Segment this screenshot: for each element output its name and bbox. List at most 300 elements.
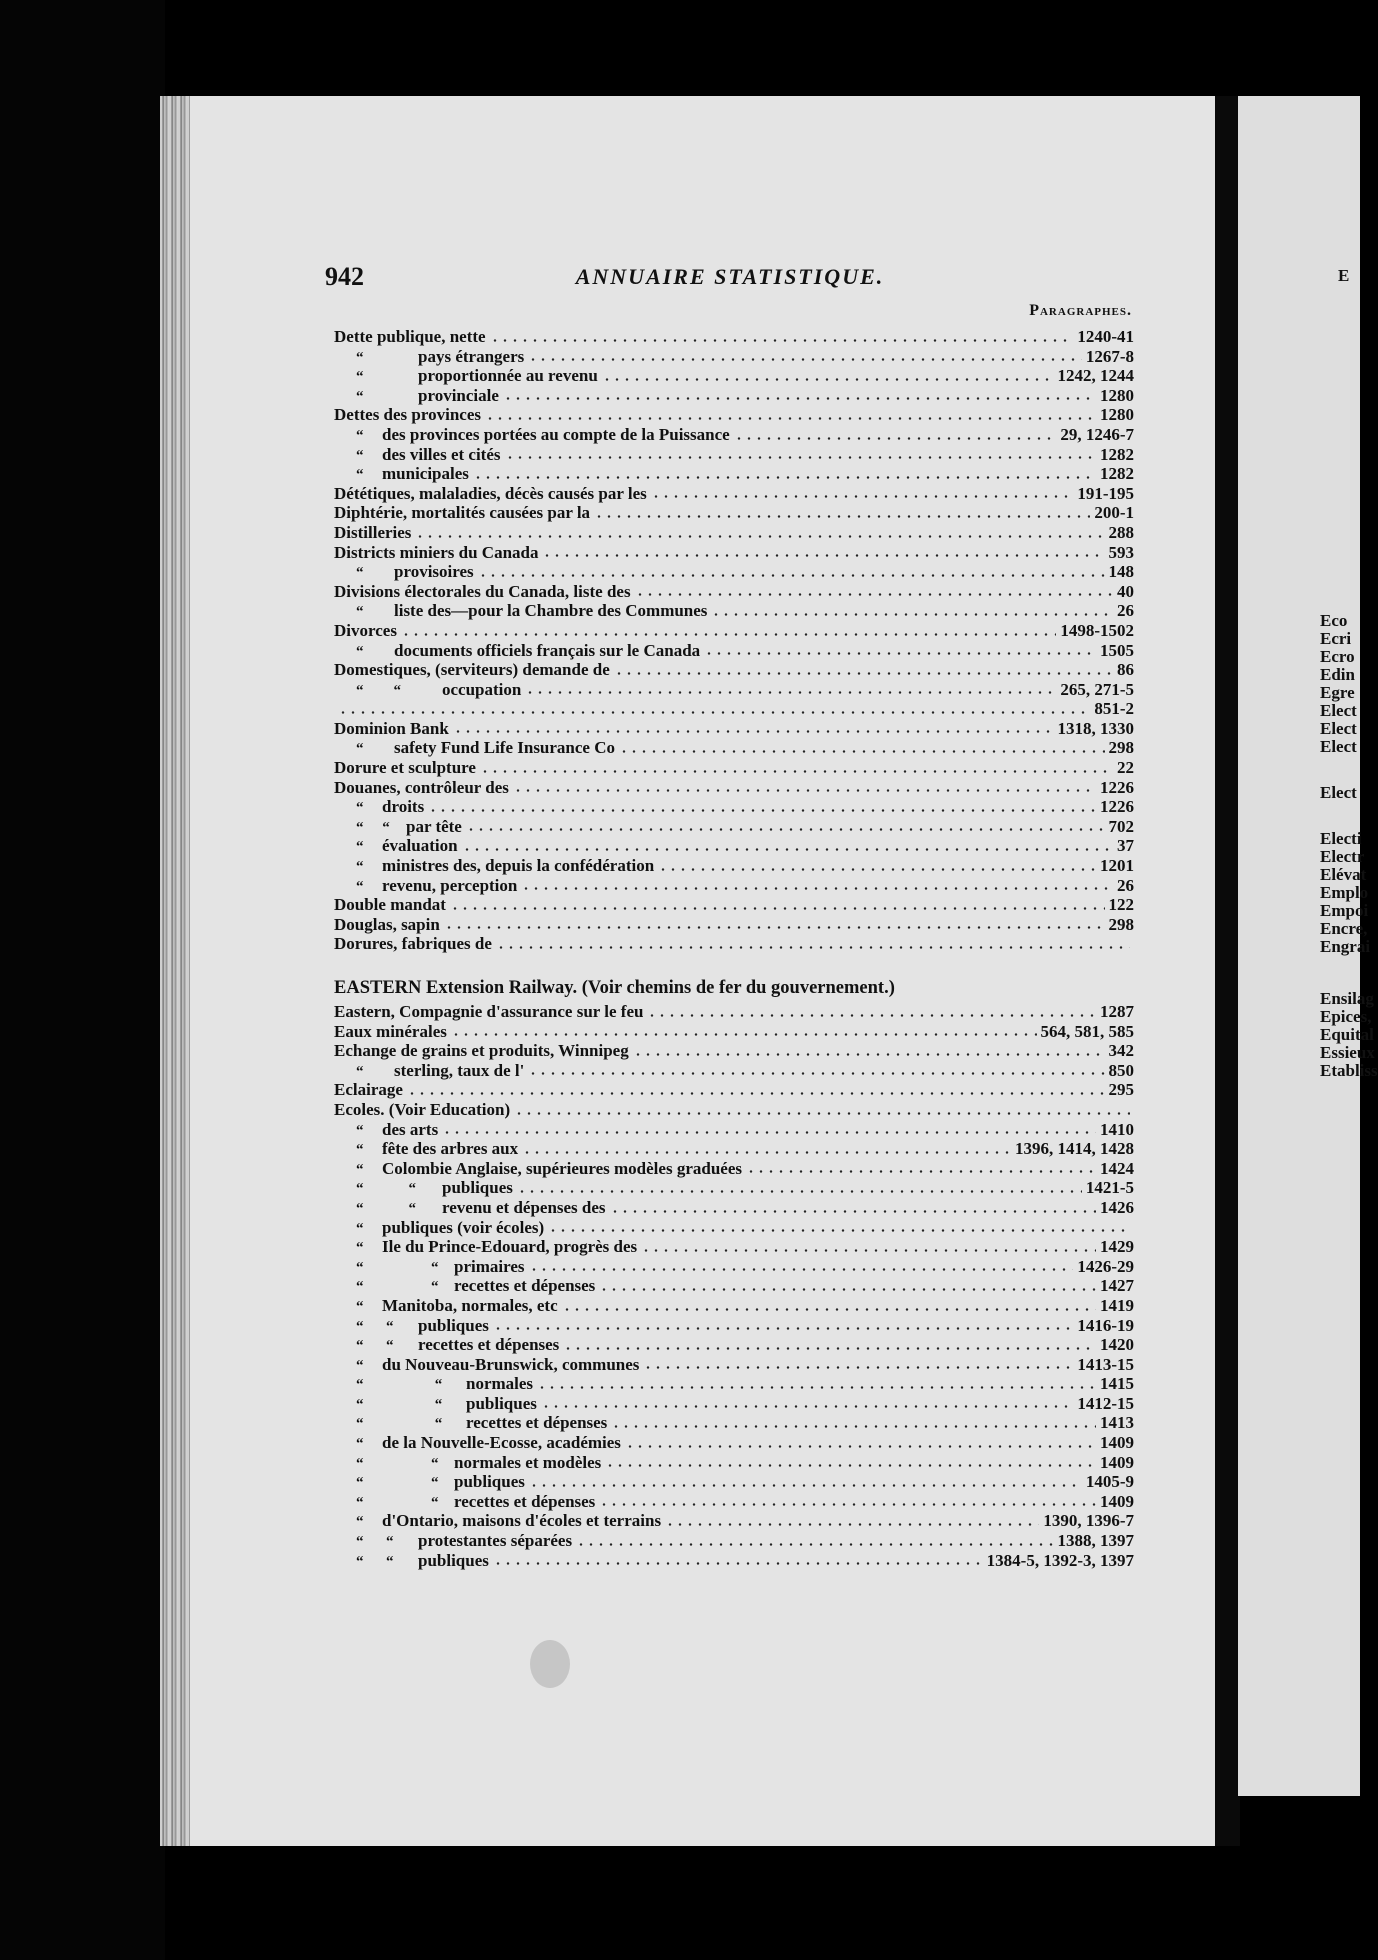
entry-label: Dététiques, malaladies, décès causés par les: [334, 483, 647, 503]
dot-leader: [528, 1072, 1104, 1075]
dot-leader: [505, 456, 1097, 459]
index-entry: [334, 386, 1134, 406]
paragraph-reference: 1226: [1100, 777, 1134, 797]
dot-leader: [522, 1151, 1011, 1154]
index-entry: [334, 366, 1134, 386]
facing-page-fragment: [1238, 96, 1378, 1796]
entry-label: droits: [382, 797, 425, 817]
ditto-mark: “: [356, 1298, 364, 1315]
entry-label: liste des—pour la Chambre des Communes: [394, 601, 708, 621]
paragraph-reference: 1201: [1100, 856, 1134, 876]
dot-leader: [529, 1484, 1082, 1487]
dot-leader: [450, 907, 1105, 910]
dot-leader: [401, 633, 1056, 636]
ditto-mark: “: [356, 839, 364, 856]
entry-label: publiques: [442, 1178, 513, 1198]
index-entry: [334, 1413, 1134, 1433]
facing-page-text: Ensilag: [1320, 989, 1374, 1008]
entry-label: Eclairage: [334, 1080, 403, 1100]
dot-leader: [407, 1092, 1105, 1095]
ditto-mark: “: [356, 447, 364, 464]
index-entry: [334, 621, 1134, 641]
facing-page-text: Ecro: [1320, 647, 1355, 666]
index-entry: [334, 934, 1134, 954]
index-entry: [334, 1061, 1134, 1081]
entry-label: protestantes séparées: [418, 1531, 573, 1551]
ditto-mark: “: [356, 643, 364, 660]
ditto-mark: “ “: [356, 1494, 439, 1511]
index-entry: [334, 1257, 1134, 1277]
ditto-mark: “: [356, 859, 364, 876]
dot-leader: [442, 1131, 1096, 1134]
dot-leader: [528, 358, 1082, 361]
paragraph-reference: 22: [1117, 758, 1134, 778]
dot-leader: [734, 437, 1057, 440]
index-entry: [334, 1041, 1134, 1061]
dot-leader: [490, 339, 1074, 342]
dot-leader: [665, 1523, 1039, 1526]
dot-leader: [643, 1366, 1073, 1369]
index-entry: [334, 876, 1134, 896]
paragraph-reference: 1240-41: [1077, 327, 1134, 346]
left-margin-shadow: [0, 0, 165, 1960]
index-entry: [334, 641, 1134, 661]
dot-leader: [503, 397, 1096, 400]
entry-label: Dominion Bank: [334, 718, 449, 738]
paragraph-reference: 298: [1108, 914, 1134, 934]
paragraph-reference: 851-2: [1094, 699, 1134, 719]
paragraph-reference: 593: [1108, 542, 1134, 562]
paragraph-reference: 86: [1117, 660, 1134, 680]
dot-leader: [625, 1445, 1096, 1448]
index-entry: [334, 1355, 1134, 1375]
index-entry: [334, 895, 1134, 915]
index-entry: [334, 1276, 1134, 1296]
section-gap: [334, 954, 1134, 962]
index-entry: [334, 347, 1134, 367]
dot-leader: [704, 652, 1096, 655]
dot-leader: [651, 495, 1074, 498]
ditto-mark: “ “: [356, 1553, 394, 1570]
dot-leader: [647, 1014, 1096, 1017]
paragraph-reference: 1409: [1100, 1491, 1134, 1511]
facing-page-text: Electr: [1320, 847, 1365, 866]
paragraph-reference: 1226: [1100, 797, 1134, 817]
entry-label: documents officiels français sur le Canada: [394, 640, 701, 660]
ditto-mark: “: [356, 1240, 364, 1257]
index-entry: [334, 1002, 1134, 1022]
entry-label: Douanes, contrôleur des: [334, 777, 509, 797]
paragraph-reference: 1413: [1100, 1413, 1134, 1433]
entry-label: Eaux minérales: [334, 1021, 447, 1041]
index-entry: [334, 582, 1134, 602]
index-entry: [334, 797, 1134, 817]
index-entry: [334, 1178, 1134, 1198]
index-entry: [334, 1472, 1134, 1492]
facing-page-text: Eco: [1320, 611, 1348, 630]
book-gutter: [1215, 96, 1240, 1846]
paragraph-reference: 1287: [1100, 1002, 1134, 1021]
dot-leader: [462, 848, 1113, 851]
paragraph-reference: 1384-5, 1392-3, 1397: [986, 1550, 1134, 1570]
index-entry: [334, 523, 1134, 543]
paragraph-reference: 26: [1117, 601, 1134, 621]
dot-leader: [415, 535, 1104, 538]
paragraph-reference: 1396, 1414, 1428: [1015, 1139, 1134, 1159]
entry-label: revenu, perception: [382, 875, 518, 895]
entry-label: des arts: [382, 1119, 439, 1139]
index-entry: [334, 738, 1134, 758]
dot-leader: [641, 1249, 1096, 1252]
paragraph-reference: 702: [1108, 816, 1134, 836]
paragraph-reference: 1416-19: [1077, 1315, 1134, 1335]
entry-label: de la Nouvelle-Ecosse, académies: [382, 1433, 621, 1453]
dot-leader: [605, 1464, 1096, 1467]
ditto-mark: “: [356, 800, 364, 817]
entry-label: Douglas, sapin: [334, 914, 440, 934]
paragraph-reference: 288: [1108, 522, 1134, 542]
facing-page-text: Egre: [1320, 683, 1355, 702]
entry-label: sterling, taux de l': [394, 1060, 525, 1080]
entry-label: du Nouveau-Brunswick, communes: [382, 1354, 640, 1374]
index-entry: [334, 1316, 1134, 1336]
entry-label: Double mandat: [334, 895, 446, 915]
paragraph-reference: 1282: [1100, 464, 1134, 484]
facing-page-text: Etabliss: [1320, 1061, 1378, 1080]
paragraph-reference: 1415: [1100, 1374, 1134, 1394]
paragraph-reference: 37: [1117, 836, 1134, 856]
dot-leader: [542, 554, 1104, 557]
dot-leader: [602, 378, 1054, 381]
index-entry: [334, 1296, 1134, 1316]
index-entry: [334, 1374, 1134, 1394]
index-entry: [334, 1453, 1134, 1473]
dot-leader: [594, 515, 1090, 518]
dot-leader: [338, 711, 1090, 714]
facing-page-text: E: [1338, 266, 1350, 285]
facing-page-text: Empoi: [1320, 901, 1369, 920]
dot-leader: [478, 574, 1105, 577]
entry-label: Distilleries: [334, 522, 412, 542]
index-entry: [334, 503, 1134, 523]
paragraph-reference: 1413-15: [1077, 1354, 1134, 1374]
entry-label: occupation: [442, 679, 522, 699]
dot-leader: [562, 1308, 1096, 1311]
entry-label: Dette publique, nette: [334, 327, 486, 346]
index-entry: [334, 1120, 1134, 1140]
paragraph-reference: 1242, 1244: [1057, 366, 1134, 386]
index-entry: [334, 974, 1134, 1002]
entry-label: publiques: [418, 1315, 489, 1335]
ditto-mark: “: [356, 1161, 364, 1178]
facing-page-text: Edin: [1320, 665, 1355, 684]
index-entry: [334, 1433, 1134, 1453]
dot-leader: [428, 809, 1096, 812]
entry-label: publiques (voir écoles): [382, 1217, 545, 1237]
paragraph-reference: 1409: [1100, 1452, 1134, 1472]
dot-leader: [525, 691, 1056, 694]
paragraph-reference: 342: [1108, 1041, 1134, 1061]
dot-leader: [521, 887, 1113, 890]
entry-label: fête des arbres aux: [382, 1139, 519, 1159]
entry-label: Diphtérie, mortalités causées par la: [334, 503, 591, 523]
dot-leader: [513, 789, 1096, 792]
ditto-mark: “: [356, 388, 364, 405]
dot-leader: [466, 828, 1105, 831]
index-entry: [334, 562, 1134, 582]
facing-page-text: Epices,: [1320, 1007, 1372, 1026]
facing-page-text: Engrai: [1320, 937, 1371, 956]
entry-label: ministres des, depuis la confédération: [382, 856, 655, 876]
entry-label: des villes et cités: [382, 444, 501, 464]
index-entry: [334, 836, 1134, 856]
paragraph-reference: 191-195: [1077, 483, 1134, 503]
index-entry: [334, 1237, 1134, 1257]
paragraph-reference: 1280: [1100, 405, 1134, 425]
index-entry: [334, 1198, 1134, 1218]
paragraph-reference: 40: [1117, 581, 1134, 601]
index-entry: [334, 425, 1134, 445]
index-entries: [334, 327, 1134, 1570]
paragraph-reference: 1424: [1100, 1158, 1134, 1178]
paragraph-reference: 295: [1108, 1080, 1134, 1100]
index-entry: [334, 1394, 1134, 1414]
entry-label: Divisions électorales du Canada, liste des: [334, 581, 631, 601]
dot-leader: [453, 730, 1054, 733]
entry-label: Manitoba, normales, etc: [382, 1295, 558, 1315]
facing-page-text: Elect: [1320, 719, 1357, 738]
dot-leader: [658, 868, 1096, 871]
paragraph-reference: 29, 1246-7: [1060, 424, 1134, 444]
index-entry: [334, 1139, 1134, 1159]
index-entry: [334, 778, 1134, 798]
ditto-mark: “: [356, 741, 364, 758]
index-entry: [334, 1492, 1134, 1512]
ditto-mark: “ “: [356, 1318, 394, 1335]
ditto-mark: “: [356, 1220, 364, 1237]
entry-label: Ecoles. (Voir Education): [334, 1099, 511, 1119]
dot-leader: [473, 476, 1096, 479]
entry-label: municipales: [382, 464, 469, 484]
ditto-mark: “ “: [356, 1416, 443, 1433]
paragraph-reference: 1429: [1100, 1237, 1134, 1257]
ditto-mark: “: [356, 349, 364, 366]
index-entry: [334, 1511, 1134, 1531]
dot-leader: [529, 1268, 1074, 1271]
entry-label: publiques: [418, 1550, 489, 1570]
ditto-mark: “: [356, 1514, 364, 1531]
facing-page-text: Ecri: [1320, 629, 1352, 648]
ditto-mark: “: [356, 1357, 364, 1374]
facing-page-text: Elect: [1320, 783, 1357, 802]
entry-label: proportionnée au revenu: [418, 366, 598, 386]
entry-label: Dorures, fabriques de: [334, 934, 492, 954]
dot-leader: [541, 1405, 1073, 1408]
entry-label: EASTERN Extension Railway. (Voir chemins de fer du gouvernement.): [334, 978, 895, 998]
entry-label: normales et modèles: [454, 1452, 602, 1472]
dot-leader: [480, 770, 1113, 773]
ditto-mark: “ “: [356, 1181, 416, 1198]
ditto-mark: “: [356, 427, 364, 444]
dot-leader: [493, 1327, 1073, 1330]
paragraph-reference: 26: [1117, 875, 1134, 895]
entry-label: revenu et dépenses des: [442, 1197, 606, 1217]
dot-leader: [517, 1190, 1082, 1193]
facing-page-text: Elect: [1320, 737, 1357, 756]
paragraph-reference: 148: [1108, 562, 1134, 582]
index-entry: [334, 758, 1134, 778]
paragraph-reference: 1412-15: [1077, 1393, 1134, 1413]
ditto-mark: “: [356, 1436, 364, 1453]
entry-label: Echange de grains et produits, Winnipeg: [334, 1041, 629, 1061]
paragraph-reference: 1390, 1396-7: [1043, 1511, 1134, 1531]
ditto-mark: “ “: [356, 1455, 439, 1472]
entry-label: Ile du Prince-Edouard, progrès des: [382, 1237, 638, 1257]
ditto-mark: “ “: [356, 1475, 439, 1492]
index-entry: [334, 464, 1134, 484]
dot-leader: [493, 1562, 983, 1565]
dot-leader: [611, 1425, 1096, 1428]
dot-leader: [563, 1347, 1096, 1350]
entry-label: Districts miniers du Canada: [334, 542, 539, 562]
paragraph-reference: 1427: [1100, 1276, 1134, 1296]
ditto-mark: “: [356, 1122, 364, 1139]
ditto-mark: “ “: [356, 1396, 443, 1413]
paragraph-reference: 1280: [1100, 385, 1134, 405]
paragraph-reference: 1410: [1100, 1119, 1134, 1139]
index-entry: [334, 660, 1134, 680]
index-entry: [334, 1159, 1134, 1179]
index-entry: [334, 543, 1134, 563]
entry-label: publiques: [466, 1393, 537, 1413]
ditto-mark: “ “: [356, 682, 401, 699]
entry-label: des provinces portées au compte de la Puissance: [382, 424, 730, 444]
paragraph-reference: 1388, 1397: [1057, 1531, 1134, 1551]
index-entry: [334, 719, 1134, 739]
ditto-mark: “: [356, 467, 364, 484]
entry-label: safety Fund Life Insurance Co: [394, 738, 616, 758]
index-entry: [334, 1551, 1134, 1571]
entry-label: par tête: [406, 816, 462, 836]
ditto-mark: “ “: [356, 819, 390, 836]
paragraph-reference: 1267-8: [1085, 346, 1134, 366]
dot-leader: [444, 926, 1105, 929]
entry-label: Divorces: [334, 620, 397, 640]
ditto-mark: “ “: [356, 1377, 443, 1394]
entry-label: publiques: [454, 1472, 525, 1492]
entry-label: recettes et dépenses: [418, 1335, 560, 1355]
entry-label: pays étrangers: [418, 346, 525, 366]
ditto-mark: “ “: [356, 1259, 439, 1276]
paragraph-reference: 1505: [1100, 640, 1134, 660]
ditto-mark: “: [356, 369, 364, 386]
index-entry: [334, 405, 1134, 425]
entry-label: provisoires: [394, 562, 474, 582]
entry-label: provinciale: [418, 385, 499, 405]
dot-leader: [635, 593, 1113, 596]
entry-label: recettes et dépenses: [466, 1413, 608, 1433]
index-entry: [334, 1218, 1134, 1238]
entry-label: Colombie Anglaise, supérieures modèles graduées: [382, 1158, 742, 1178]
running-title: ANNUAIRE STATISTIQUE.: [575, 264, 885, 289]
entry-label: recettes et dépenses: [454, 1276, 596, 1296]
entry-label: recettes et dépenses: [454, 1491, 596, 1511]
index-entry: [334, 680, 1134, 700]
ditto-mark: “: [356, 878, 364, 895]
dot-leader: [599, 1503, 1096, 1506]
ditto-mark: “ “: [356, 1338, 394, 1355]
dot-leader: [537, 1386, 1096, 1389]
paragraph-reference: 1282: [1100, 444, 1134, 464]
index-entry: [334, 445, 1134, 465]
ditto-mark: “ “: [356, 1534, 394, 1551]
facing-page-text: Equital: [1320, 1025, 1374, 1044]
index-entry: [334, 327, 1134, 347]
ditto-mark: “ “: [356, 1200, 416, 1217]
ditto-mark: “: [356, 604, 364, 621]
index-entry: [334, 601, 1134, 621]
index-entry: [334, 817, 1134, 837]
ditto-mark: “: [356, 1063, 364, 1080]
index-entry: [334, 1080, 1134, 1100]
entry-label: primaires: [454, 1256, 525, 1276]
index-entry: [334, 484, 1134, 504]
dot-leader: [610, 1210, 1096, 1213]
entry-label: Eastern, Compagnie d'assurance sur le feu: [334, 1002, 644, 1021]
dot-leader: [485, 417, 1096, 420]
index-entry: [334, 1100, 1134, 1120]
dot-leader: [576, 1543, 1053, 1546]
entry-label: normales: [466, 1374, 534, 1394]
page-header: [325, 262, 1135, 292]
paragraph-reference: 1426: [1100, 1197, 1134, 1217]
ditto-mark: “: [356, 1142, 364, 1159]
entry-label: évaluation: [382, 836, 458, 856]
paragraph-reference: 1419: [1100, 1295, 1134, 1315]
paragraph-reference: 564, 581, 585: [1040, 1021, 1134, 1041]
index-entry: [334, 1335, 1134, 1355]
paragraph-reference: 1420: [1100, 1335, 1134, 1355]
paragraph-reference: 1318, 1330: [1057, 718, 1134, 738]
facing-page-text: Encre,: [1320, 919, 1368, 938]
paragraph-reference: 850: [1108, 1060, 1134, 1080]
facing-page-text: Elect: [1320, 701, 1357, 720]
dot-leader: [599, 1288, 1096, 1291]
ditto-mark: “: [356, 565, 364, 582]
paragraph-reference: 1405-9: [1085, 1472, 1134, 1492]
paragraph-reference: 1426-29: [1077, 1256, 1134, 1276]
dot-leader: [746, 1170, 1096, 1173]
paragraph-reference: 265, 271-5: [1060, 679, 1134, 699]
index-entry: [334, 1531, 1134, 1551]
dot-leader: [548, 1229, 1130, 1232]
index-entry: [334, 1022, 1134, 1042]
facing-page-text: Elévat: [1320, 865, 1367, 884]
dot-leader: [614, 672, 1113, 675]
facing-page-text: Essieux: [1320, 1043, 1375, 1062]
index-entry: [334, 699, 1134, 719]
dot-leader: [496, 946, 1130, 949]
paragraph-reference: 122: [1108, 895, 1134, 915]
ditto-mark: “ “: [356, 1279, 439, 1296]
entry-label: Dorure et sculpture: [334, 758, 476, 778]
facing-page-text: Electi: [1320, 829, 1362, 848]
dot-leader: [711, 613, 1113, 616]
index-entry: [334, 856, 1134, 876]
facing-page-text: Emplo: [1320, 883, 1369, 902]
paper-stain: [530, 1640, 570, 1688]
paragraph-reference: 1409: [1100, 1433, 1134, 1453]
